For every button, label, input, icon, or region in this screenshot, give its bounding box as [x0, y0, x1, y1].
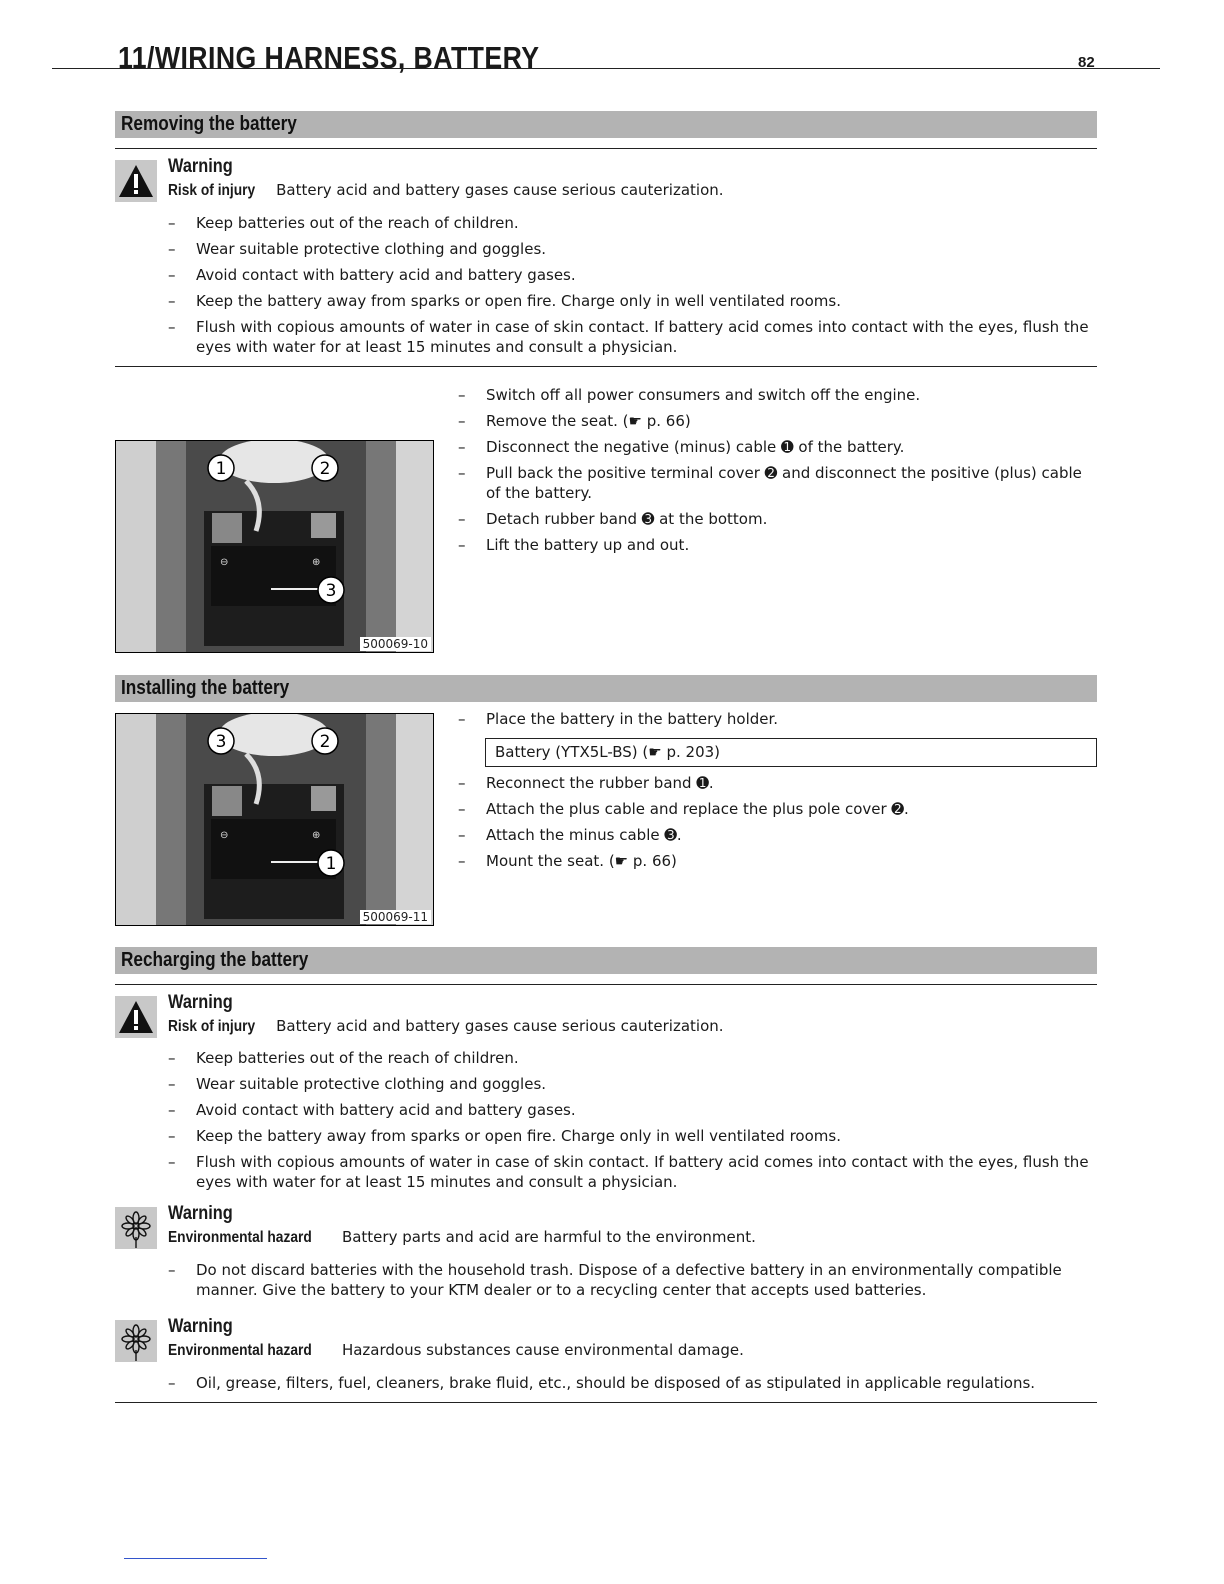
warning-title: Warning — [168, 156, 233, 177]
callout-2 — [310, 453, 340, 483]
environment-flower-icon — [115, 1207, 157, 1249]
risk-text: Hazardous substances cause environmental damage. — [341, 1341, 744, 1359]
callout-3 — [206, 726, 236, 756]
callout-3 — [316, 575, 346, 605]
list-item: – Attach the plus cable and replace the plus pole cover ➋. — [458, 799, 1098, 819]
section-heading-recharging — [115, 947, 1097, 974]
list-item: – Flush with copious amounts of water in case of skin contact. If battery acid comes into contact with the eyes, flush the eyes with water for at least 15 minutes and consult a physician. — [168, 1152, 1098, 1192]
list-item: – Wear suitable protective clothing and goggles. — [168, 1074, 1098, 1094]
list-item: – Keep the battery away from sparks or open fire. Charge only in well ventilated rooms. — [168, 291, 1098, 311]
svg-text:1: 1 — [215, 459, 227, 479]
battery-photo-installing — [115, 713, 434, 926]
list-item: – Do not discard batteries with the household trash. Dispose of a defective battery in an environmentally compatible manner. Give the battery to your KTM dealer or to a recycling center that accepts used batteries. — [168, 1260, 1098, 1300]
svg-text:3: 3 — [325, 581, 337, 601]
warning-title: Warning — [168, 1316, 233, 1337]
warning-list — [168, 1260, 1098, 1306]
page-number: 82 — [1078, 54, 1095, 71]
risk-text: Battery acid and battery gases cause serious cauterization. — [276, 181, 724, 199]
warning-title: Warning — [168, 1203, 233, 1224]
risk-label: Risk of injury — [168, 182, 256, 199]
list-item: – Reconnect the rubber band ➊. — [458, 773, 1098, 793]
section-title: Recharging the battery — [121, 949, 309, 971]
list-item: – Remove the seat. (☛ p. 66) — [458, 411, 1098, 431]
figure-code: 500069-10 — [360, 637, 431, 651]
section-title: Removing the battery — [121, 113, 297, 135]
list-item: – Disconnect the negative (minus) cable ➊ of the battery. — [458, 437, 1098, 457]
risk-label: Environmental hazard — [168, 1229, 312, 1246]
list-item: – Detach rubber band ➌ at the bottom. — [458, 509, 1098, 529]
chapter-title: 11/WIRING HARNESS, BATTERY — [118, 40, 540, 75]
callout-1 — [316, 848, 346, 878]
list-item: – Attach the minus cable ➌. — [458, 825, 1098, 845]
svg-text:⊖: ⊖ — [220, 830, 229, 841]
section-rule — [115, 984, 1097, 985]
warning-list — [168, 1048, 1098, 1198]
steps-list-installing-after — [458, 773, 1098, 877]
risk-text: Battery parts and acid are harmful to the environment. — [341, 1228, 756, 1246]
list-item: – Keep batteries out of the reach of children. — [168, 213, 1098, 233]
svg-text:3: 3 — [215, 732, 227, 752]
list-item: – Switch off all power consumers and switch off the engine. — [458, 385, 1098, 405]
list-item: – Avoid contact with battery acid and battery gases. — [168, 265, 1098, 285]
warning-list — [168, 1373, 1098, 1399]
warning-list — [168, 213, 1098, 363]
list-item: – Oil, grease, filters, fuel, cleaners, brake fluid, etc., should be disposed of as stipulated in applicable regulations. — [168, 1373, 1098, 1393]
list-item: – Flush with copious amounts of water in case of skin contact. If battery acid comes into contact with the eyes, flush the eyes with water for at least 15 minutes and consult a physician. — [168, 317, 1098, 357]
list-item: – Keep the battery away from sparks or open fire. Charge only in well ventilated rooms. — [168, 1126, 1098, 1146]
warning-triangle-icon — [115, 996, 157, 1038]
list-item: – Keep batteries out of the reach of children. — [168, 1048, 1098, 1068]
callout-2 — [310, 726, 340, 756]
risk-label: Risk of injury — [168, 1018, 256, 1035]
warning-risk-line — [168, 1228, 756, 1247]
section-heading-removing — [115, 111, 1097, 138]
risk-text: Battery acid and battery gases cause serious cauterization. — [276, 1017, 724, 1035]
list-item: – Place the battery in the battery holder. — [458, 709, 1098, 729]
steps-list-installing-before — [458, 709, 1098, 735]
list-item: – Avoid contact with battery acid and battery gases. — [168, 1100, 1098, 1120]
svg-text:⊕: ⊕ — [312, 830, 321, 841]
section-rule — [115, 1402, 1097, 1403]
environment-flower-icon — [115, 1320, 157, 1362]
svg-text:2: 2 — [319, 459, 331, 479]
svg-text:1: 1 — [325, 854, 337, 874]
list-item: – Pull back the positive terminal cover ➋ and disconnect the positive (plus) cable of the battery. — [458, 463, 1098, 503]
warning-triangle-icon — [115, 160, 157, 202]
warning-title: Warning — [168, 992, 233, 1013]
steps-list-removing — [458, 385, 1098, 561]
warning-risk-line — [168, 1017, 724, 1036]
title-rule — [52, 68, 1160, 69]
battery-photo-removing — [115, 440, 434, 653]
section-rule — [115, 148, 1097, 149]
list-item: – Lift the battery up and out. — [458, 535, 1098, 555]
warning-risk-line — [168, 181, 724, 200]
section-rule — [115, 366, 1097, 367]
battery-spec: Battery (YTX5L-BS) (☛ p. 203) — [495, 743, 721, 761]
svg-text:2: 2 — [319, 732, 331, 752]
callout-1 — [206, 453, 236, 483]
section-heading-installing — [115, 675, 1097, 702]
svg-text:⊖: ⊖ — [220, 557, 229, 568]
svg-text:⊕: ⊕ — [312, 557, 321, 568]
list-item: – Wear suitable protective clothing and goggles. — [168, 239, 1098, 259]
risk-label: Environmental hazard — [168, 1342, 312, 1359]
warning-risk-line — [168, 1341, 744, 1360]
list-item: – Mount the seat. (☛ p. 66) — [458, 851, 1098, 871]
footer-link-line — [124, 1558, 267, 1559]
battery-spec-box — [485, 738, 1097, 767]
figure-code: 500069-11 — [360, 910, 431, 924]
section-title: Installing the battery — [121, 677, 290, 699]
